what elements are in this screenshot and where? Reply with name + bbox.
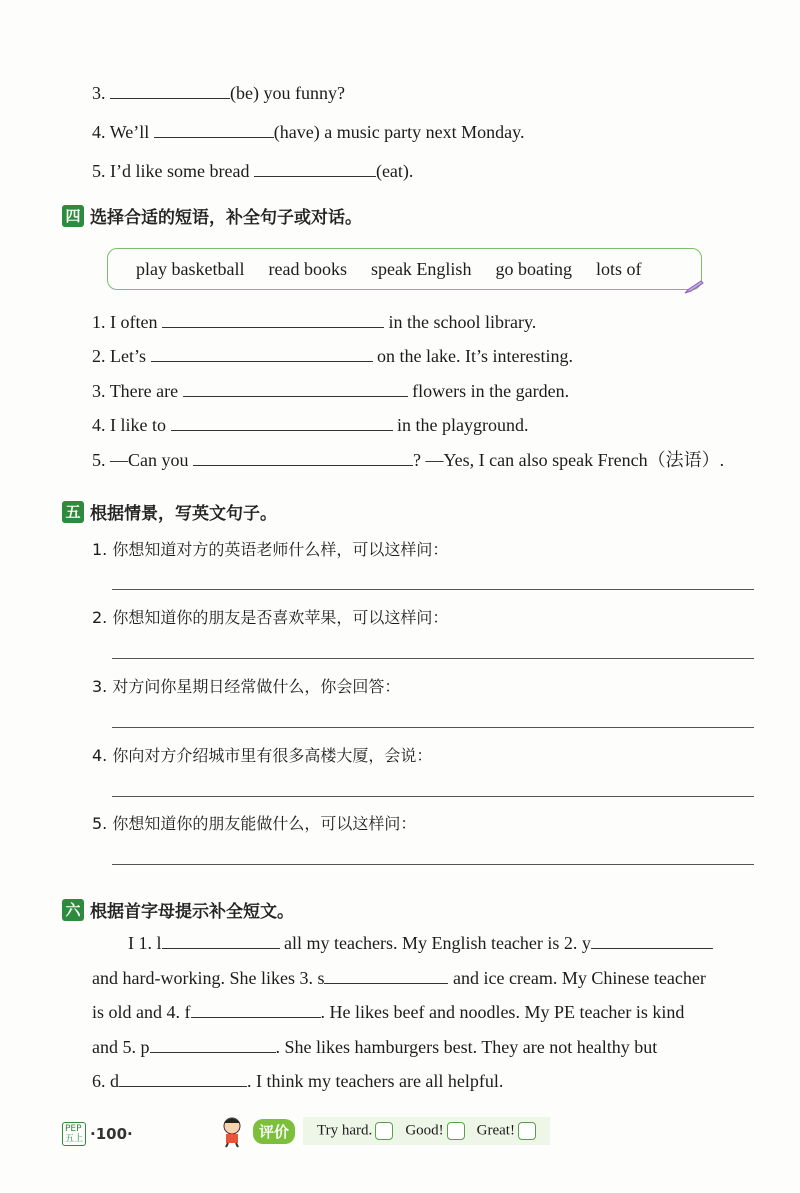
item-num: 4. xyxy=(92,415,106,435)
part4-heading xyxy=(62,203,362,228)
grade-tag xyxy=(62,1122,86,1146)
item-before: I like to xyxy=(110,415,166,435)
p4-item-4 xyxy=(92,414,528,436)
eval-label: 评价 xyxy=(253,1119,295,1144)
phrase-item: speak English xyxy=(370,258,472,279)
p4-blank-1[interactable] xyxy=(162,311,384,328)
p6-text: 6. d xyxy=(92,1071,119,1091)
phrase-item: lots of xyxy=(595,258,642,279)
p6-blank-4[interactable] xyxy=(191,1001,321,1018)
item-num: 2. xyxy=(92,346,106,366)
eval-option-label: Try hard. xyxy=(317,1122,373,1139)
q3-blank[interactable] xyxy=(110,82,230,99)
eval-option-label: Good! xyxy=(405,1122,444,1139)
item-after: in the playground. xyxy=(397,415,529,435)
q3-line xyxy=(92,82,345,104)
p4-item-1 xyxy=(92,311,536,333)
part5-badge: 五 xyxy=(62,501,84,523)
p4-item-2 xyxy=(92,345,573,367)
p6-line-5 xyxy=(92,1070,503,1092)
checkbox[interactable] xyxy=(518,1122,536,1140)
p6-text: is old and 4. f xyxy=(92,1002,191,1022)
pencil-icon xyxy=(683,279,705,295)
p6-text: and 5. p xyxy=(92,1037,150,1057)
evaluation-bar xyxy=(215,1114,550,1148)
phrase-item: go boating xyxy=(495,258,572,279)
item-before: —Can you xyxy=(110,450,189,470)
part4-title: 选择合适的短语，补全句子或对话。 xyxy=(90,208,362,228)
p5-answer-line-4[interactable] xyxy=(112,795,754,797)
p6-blank-1[interactable] xyxy=(162,932,280,949)
p5-prompt-2: 2. 你想知道你的朋友是否喜欢苹果，可以这样问： xyxy=(92,608,449,627)
phrase-item: play basketball xyxy=(136,258,245,279)
p6-line-3 xyxy=(92,1001,684,1023)
p5-prompt-4: 4. 你向对方介绍城市里有很多高楼大厦，会说： xyxy=(92,746,433,765)
q5-num: 5. xyxy=(92,161,106,181)
p5-answer-line-2[interactable] xyxy=(112,657,754,659)
q5-after: (eat). xyxy=(375,161,414,181)
part6-badge: 六 xyxy=(62,899,84,921)
p6-line-1 xyxy=(128,932,713,954)
p4-blank-5[interactable] xyxy=(193,449,413,466)
grade-top: PEP xyxy=(65,1124,82,1134)
eval-try-hard[interactable] xyxy=(317,1122,393,1140)
q5-line xyxy=(92,160,413,182)
p5-prompt-1: 1. 你想知道对方的英语老师什么样，可以这样问： xyxy=(92,540,449,559)
p6-text: . He likes beef and noodles. My PE teacher is kind xyxy=(320,1002,685,1022)
p6-text: I 1. l xyxy=(128,933,162,953)
q4-after: (have) a music party next Monday. xyxy=(273,122,525,142)
item-num: 1. xyxy=(92,312,106,332)
q3-num: 3. xyxy=(92,83,106,103)
p4-item-3 xyxy=(92,380,569,402)
cartoon-boy-icon xyxy=(215,1114,249,1148)
eval-good[interactable] xyxy=(405,1122,464,1140)
p6-text: and ice cream. My Chinese teacher xyxy=(452,968,706,988)
part6-heading xyxy=(62,897,294,922)
p4-blank-4[interactable] xyxy=(171,414,393,431)
phrase-item: read books xyxy=(268,258,347,279)
p5-answer-line-1[interactable] xyxy=(112,588,754,590)
p6-blank-6[interactable] xyxy=(119,1070,247,1087)
p6-text: and hard-working. She likes 3. s xyxy=(92,968,325,988)
item-after: on the lake. It’s interesting. xyxy=(377,346,573,366)
eval-options xyxy=(303,1117,550,1145)
q4-blank[interactable] xyxy=(154,121,274,138)
p4-item-5 xyxy=(92,449,724,471)
part5-heading xyxy=(62,499,277,524)
item-num: 5. xyxy=(92,450,106,470)
item-after: in the school library. xyxy=(388,312,537,332)
phrase-box xyxy=(107,248,702,290)
item-before: There are xyxy=(109,381,179,401)
q4-line xyxy=(92,121,525,143)
item-after: flowers in the garden. xyxy=(412,381,570,401)
page-footer xyxy=(62,1118,133,1150)
item-after: ? —Yes, I can also speak French（法语）. xyxy=(413,450,725,470)
page-number: ·100· xyxy=(90,1125,133,1143)
p6-blank-2[interactable] xyxy=(591,932,713,949)
part6-title: 根据首字母提示补全短文。 xyxy=(90,902,294,922)
q5-blank[interactable] xyxy=(254,160,376,177)
checkbox[interactable] xyxy=(447,1122,465,1140)
q5-before: I’d like some bread xyxy=(110,161,250,181)
p6-line-2 xyxy=(92,967,706,989)
p5-answer-line-3[interactable] xyxy=(112,726,754,728)
q4-before: We’ll xyxy=(109,122,150,142)
q4-num: 4. xyxy=(92,122,106,142)
p6-blank-5[interactable] xyxy=(150,1036,276,1053)
part5-title: 根据情景，写英文句子。 xyxy=(90,504,277,524)
grade-bottom: 五上 xyxy=(65,1134,84,1144)
p5-answer-line-5[interactable] xyxy=(112,863,754,865)
p6-text: . She likes hamburgers best. They are not healthy but xyxy=(275,1037,658,1057)
p5-prompt-5: 5. 你想知道你的朋友能做什么，可以这样问： xyxy=(92,814,417,833)
p5-prompt-3: 3. 对方问你星期日经常做什么，你会回答： xyxy=(92,677,401,696)
p6-text: all my teachers. My English teacher is 2. y xyxy=(284,933,591,953)
eval-option-label: Great! xyxy=(476,1122,515,1139)
item-before: Let’s xyxy=(110,346,146,366)
p6-text: . I think my teachers are all helpful. xyxy=(247,1071,504,1091)
p6-line-4 xyxy=(92,1036,657,1058)
item-before: I often xyxy=(110,312,158,332)
checkbox[interactable] xyxy=(375,1122,393,1140)
item-num: 3. xyxy=(92,381,106,401)
q3-after: (be) you funny? xyxy=(230,83,345,103)
p4-blank-2[interactable] xyxy=(151,345,373,362)
p6-blank-3[interactable] xyxy=(324,967,448,984)
p4-blank-3[interactable] xyxy=(183,380,408,397)
part4-badge: 四 xyxy=(62,205,84,227)
eval-great[interactable] xyxy=(477,1122,536,1140)
